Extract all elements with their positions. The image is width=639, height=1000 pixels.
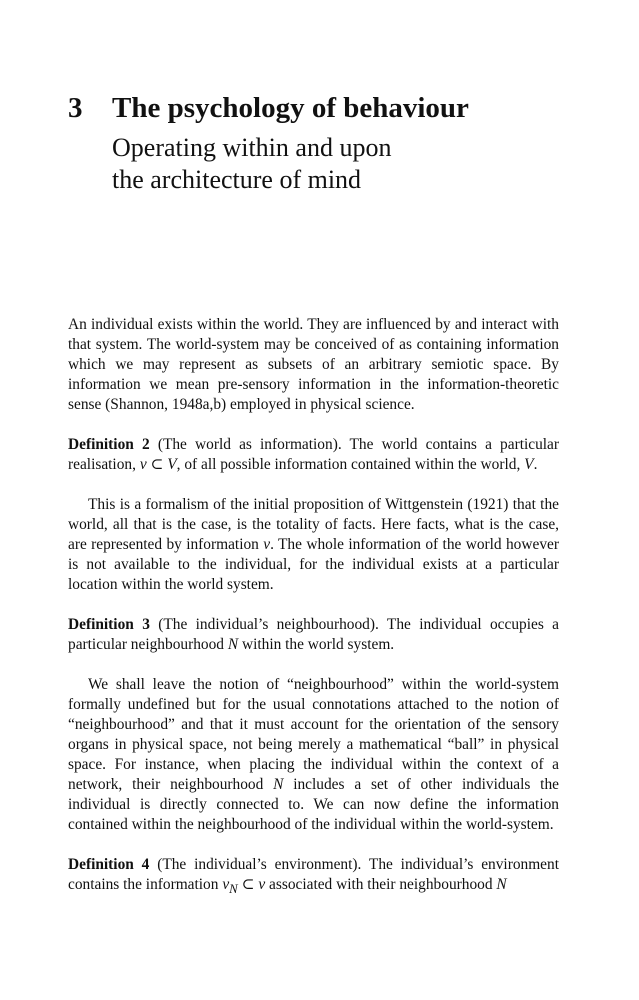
paragraph-wittgenstein [68,495,559,595]
paragraph-wittgenstein-text: This is a formalism of the initial proposition of Wittgenstein (1921) that the world, all that is the case, is the totality of facts. Here facts, what is the case, are represented by information [68,496,559,553]
definition-4-text-cont: associated with their neighbourhood [265,876,497,893]
chapter-title-line [68,90,588,126]
definition-2-text-cont: , of all possible information contained within the world, [176,456,525,473]
math-N: N [496,876,507,893]
paragraph-wittgenstein-text-cont: . The whole information of the world however is not available to the individual, for the individual exists at a particular location within the world system. [68,536,559,593]
definition-3 [68,615,559,655]
chapter-number: 3 [68,92,83,124]
math-v: v [263,536,271,553]
definition-3-label: Definition 3 [68,616,150,633]
definition-4 [68,855,559,899]
definition-3-text-cont: within the world system. [238,636,395,653]
chapter-heading [68,90,588,196]
definition-4-label: Definition 4 [68,856,150,873]
paragraph-neighbourhood-text-cont: includes a set of other individuals the individual is directly connected to. We can now define the information contained within the neighbourhood of the individual within the world-system. [68,776,559,833]
math-subscript-N: N [229,882,238,897]
paragraph-neighbourhood [68,675,559,835]
chapter-subtitle-line-1: Operating within and upon [112,133,392,162]
paragraph-neighbourhood-text: We shall leave the notion of “neighbourhood” within the world-system formally undefined but for the usual connotations attached to the notion of “neighbourhood” and that it must account for the orientation of the sensory organs in physical space, not being merely a mathematical “ball” in physical space. For instance, when placing the individual within the context of a network, their neighbourhood [68,676,559,793]
chapter-title: The psychology of behaviour [112,92,469,124]
body-text [68,315,559,899]
math-v: v [222,876,230,893]
chapter-subtitle-line-2: the architecture of mind [112,165,362,194]
definition-2 [68,435,559,475]
definition-2-end: . [533,456,538,473]
math-V: V [524,456,534,473]
definition-2-label: Definition 2 [68,436,150,453]
definition-2-text: (The world as information). The world contains a particular realisation, [68,436,559,473]
math-N: N [227,636,239,653]
paragraph-intro: An individual exists within the world. They are influenced by and interact with that system. The world-system may be conceived of as containing information which we may represent as subsets of an arbitrary semiotic space. By information we mean pre-sensory information in the information-theoretic sense (Shannon, 1948a,b) employed in physical science. [68,316,559,413]
math-v-subset-V: v ⊂ V [139,456,177,473]
chapter-subtitle [112,132,588,196]
math-v: v [258,876,266,893]
definition-4-text: (The individual’s environment). The individual’s environment contains the information [68,856,559,893]
definition-3-text: (The individual’s neighbourhood). The individual occupies a particular neighbourhood [68,616,559,653]
math-N: N [273,776,284,793]
math-subset-symbol: ⊂ [237,876,259,893]
